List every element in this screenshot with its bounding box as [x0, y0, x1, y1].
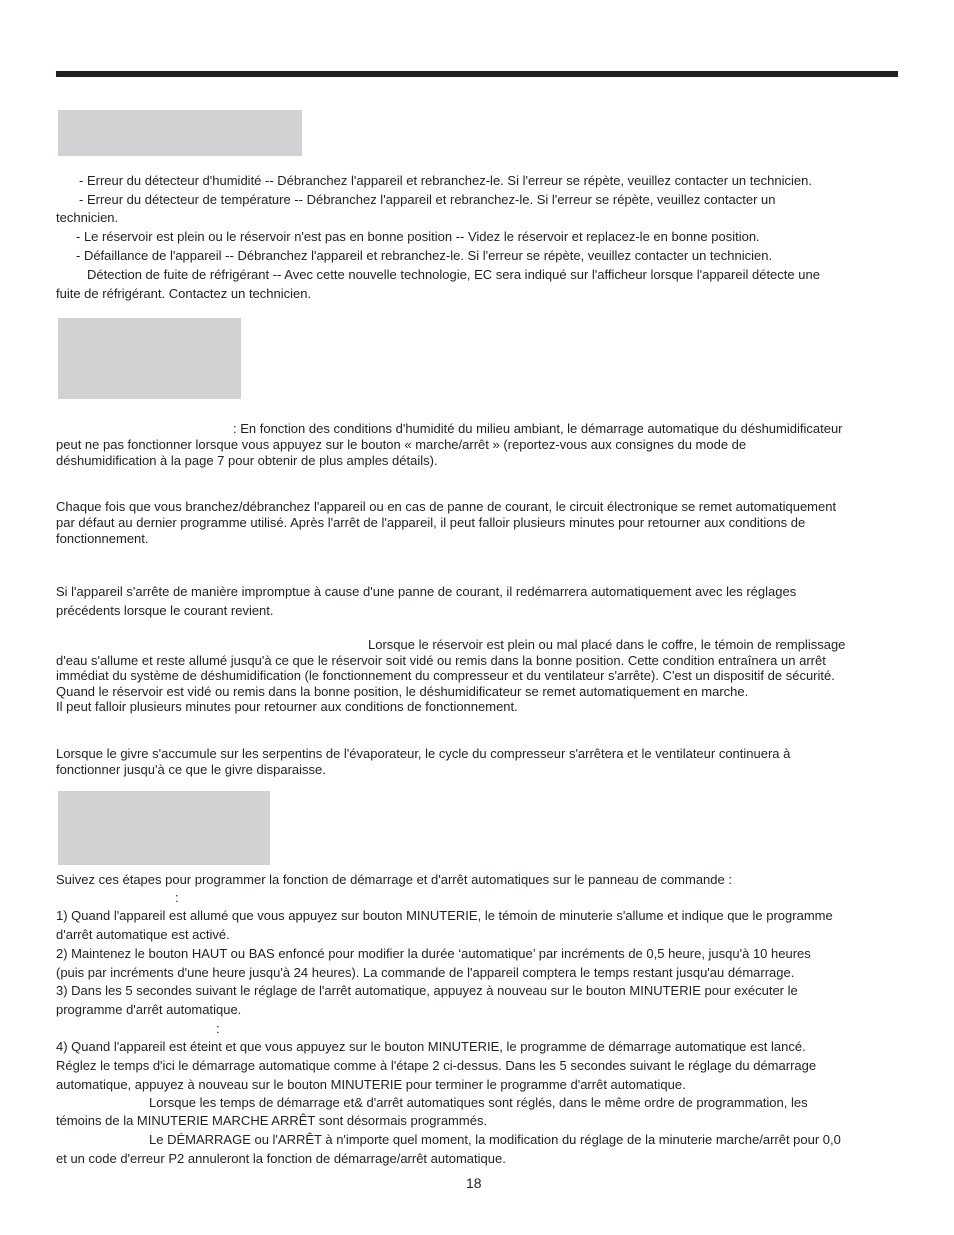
- defrost-line: fonctionner jusqu'à ce que le givre disparaisse.: [56, 762, 326, 777]
- page-number: 18: [466, 1175, 482, 1191]
- error-line-bucket: - Le réservoir est plein ou le réservoir n'est pas en bonne position -- Videz le réservoir et replacez-le en bonne position.: [76, 229, 760, 244]
- restart-line: précédents lorsque le courant revient.: [56, 603, 274, 618]
- error-line-refrigerant-cont: fuite de réfrigérant. Contactez un technicien.: [56, 286, 312, 301]
- autostart-line: : En fonction des conditions d'humidité du milieu ambiant, le démarrage automatique du déshumidificateur: [233, 421, 843, 436]
- timer-step-line: Réglez le temps d'ici le démarrage automatique comme à l'étape 2 ci-dessus. Dans les 5 secondes suivant le réglage du démarrage: [56, 1058, 817, 1073]
- timer-colon: :: [175, 890, 179, 905]
- timer-note-line: témoins de la MINUTERIE MARCHE ARRÊT sont désormais programmés.: [56, 1113, 488, 1128]
- autostart-line: déshumidification à la page 7 pour obtenir de plus amples détails).: [56, 453, 438, 468]
- bucket-line: Il peut falloir plusieurs minutes pour retourner aux conditions de fonctionnement.: [56, 699, 518, 714]
- error-line-temperature-cont: technicien.: [56, 210, 119, 225]
- header-rule: [56, 71, 898, 77]
- error-line-temperature: - Erreur du détecteur de température -- Débranchez l'appareil et rebranchez-le. Si l'erreur se répète, veuillez contacter un: [79, 192, 776, 207]
- timer-note-line: Lorsque les temps de démarrage et& d'arrêt automatiques sont réglés, dans le même ordre de programmation, les: [149, 1095, 808, 1110]
- timer-colon: :: [216, 1021, 220, 1036]
- error-line-failure: - Défaillance de l'appareil -- Débranchez l'appareil et rebranchez-le. Si l'erreur se répète, veuillez contacter un technicien.: [76, 248, 773, 263]
- timer-step-line: (puis par incréments d'une heure jusqu'à 24 heures). La commande de l'appareil comptera le temps restant jusqu'au démarrage.: [56, 965, 795, 980]
- timer-step-line: 4) Quand l'appareil est éteint et que vous appuyez sur le bouton MINUTERIE, le programme de démarrage automatique est lancé.: [56, 1039, 806, 1054]
- bucket-line: immédiat du système de déshumidification (le fonctionnement du compresseur et du ventilateur s'arrête). C'est un dispositif de sécurité.: [56, 668, 835, 683]
- error-line-humidity: - Erreur du détecteur d'humidité -- Débranchez l'appareil et rebranchez-le. Si l'erreur se répète, veuillez contacter un technicien.: [79, 173, 812, 188]
- timer-step-line: automatique, appuyez à nouveau sur le bouton MINUTERIE pour terminer le programme d'arrêt automatique.: [56, 1077, 686, 1092]
- timer-intro: Suivez ces étapes pour programmer la fonction de démarrage et d'arrêt automatiques sur le panneau de commande :: [56, 872, 732, 887]
- restart-line: Si l'appareil s'arrête de manière impromptue à cause d'une panne de courant, il redémarrera automatiquement avec les réglages: [56, 584, 797, 599]
- bucket-line: Lorsque le réservoir est plein ou mal placé dans le coffre, le témoin de remplissage: [368, 637, 846, 652]
- timer-note-line: Le DÉMARRAGE ou l'ARRÊT à n'importe quel moment, la modification du réglage de la minuterie marche/arrêt pour 0,0: [149, 1132, 841, 1147]
- bucket-line: Quand le réservoir est vidé ou remis dans la bonne position, le déshumidificateur se remet automatiquement en marche.: [56, 684, 749, 699]
- section-heading-box-features: [58, 318, 241, 399]
- bucket-line: d'eau s'allume et reste allumé jusqu'à ce que le réservoir soit vidé ou remis dans la bonne position. Cette condition entraînera un arrêt: [56, 653, 826, 668]
- timer-step-line: 2) Maintenez le bouton HAUT ou BAS enfoncé pour modifier la durée ‘automatique’ par incréments de 0,5 heure, jusqu'à 10 heures: [56, 946, 811, 961]
- memory-line: fonctionnement.: [56, 531, 149, 546]
- timer-step-line: d'arrêt automatique est activé.: [56, 927, 230, 942]
- defrost-line: Lorsque le givre s'accumule sur les serpentins de l'évaporateur, le cycle du compresseur s'arrêtera et le ventilateur continuera à: [56, 746, 791, 761]
- autostart-line: peut ne pas fonctionner lorsque vous appuyez sur le bouton « marche/arrêt » (reportez-vous aux consignes du mode de: [56, 437, 747, 452]
- error-line-refrigerant: Détection de fuite de réfrigérant -- Avec cette nouvelle technologie, EC sera indiqué sur l'afficheur lorsque l'appareil détecte une: [87, 267, 820, 282]
- memory-line: par défaut au dernier programme utilisé. Après l'arrêt de l'appareil, il peut falloir plusieurs minutes pour retourner aux conditions de: [56, 515, 806, 530]
- section-heading-box-timer: [58, 791, 270, 865]
- timer-step-line: 3) Dans les 5 secondes suivant le réglage de l'arrêt automatique, appuyez à nouveau sur le bouton MINUTERIE pour exécuter le: [56, 983, 798, 998]
- memory-line: Chaque fois que vous branchez/débranchez l'appareil ou en cas de panne de courant, le circuit électronique se remet automatiquement: [56, 499, 837, 514]
- timer-step-line: programme d'arrêt automatique.: [56, 1002, 242, 1017]
- section-heading-box-error-codes: [58, 110, 302, 156]
- timer-step-line: 1) Quand l'appareil est allumé que vous appuyez sur bouton MINUTERIE, le témoin de minuterie s'allume et indique que le programme: [56, 908, 833, 923]
- timer-note-line: et un code d'erreur P2 annuleront la fonction de démarrage/arrêt automatique.: [56, 1151, 506, 1166]
